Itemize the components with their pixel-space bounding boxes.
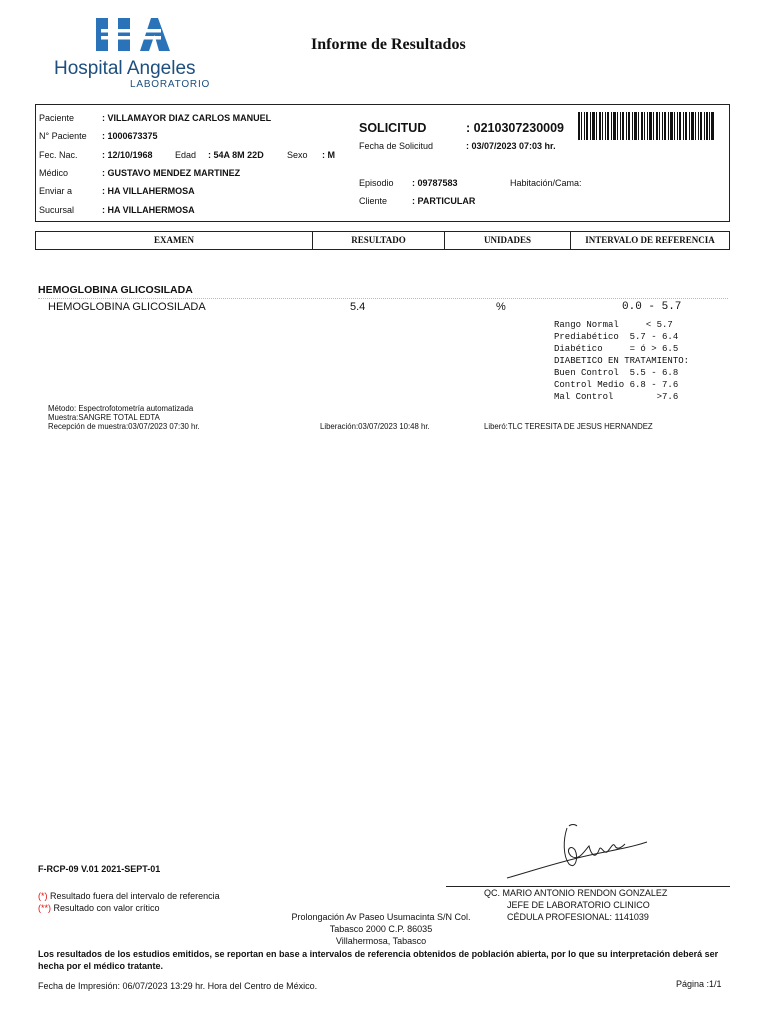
signer-title: JEFE DE LABORATORIO CLINICO bbox=[507, 900, 650, 910]
reference-line: Mal Control >7.6 bbox=[554, 392, 679, 402]
signer-name: QC. MARIO ANTONIO RENDON GONZALEZ bbox=[484, 888, 668, 898]
sex-label: Sexo bbox=[287, 150, 308, 160]
reference-line: Diabético = ó > 6.5 bbox=[554, 344, 679, 354]
legend-mark: (**) bbox=[38, 903, 51, 913]
patient-number-value: : 1000673375 bbox=[102, 131, 158, 141]
print-date: Fecha de Impresión: 06/07/2023 13:29 hr. Hora del Centro de México. bbox=[38, 981, 318, 991]
column-header-reference: INTERVALO DE REFERENCIA bbox=[585, 235, 715, 245]
test-section-title: HEMOGLOBINA GLICOSILADA bbox=[38, 284, 193, 296]
hospital-angeles-logo-icon bbox=[96, 16, 170, 56]
patient-label: Paciente bbox=[39, 113, 75, 123]
legend-out-of-range bbox=[38, 891, 220, 901]
address-line-2: Tabasco 2000 C.P. 86035 bbox=[329, 924, 433, 934]
page-number: Página :1/1 bbox=[676, 979, 722, 989]
branch-label: Sucursal bbox=[39, 205, 75, 215]
patient-number-label: N° Paciente bbox=[39, 131, 87, 141]
sample-text: Muestra:SANGRE TOTAL EDTA bbox=[48, 413, 160, 422]
disclaimer: Los resultados de los estudios emitidos, se reportan en base a intervalos de referencia obtenidos de población abierta, por lo que su interpretación deberá ser hecha por el médico tratante. bbox=[38, 949, 719, 971]
results-table-header bbox=[35, 231, 730, 250]
request-label: SOLICITUD bbox=[359, 121, 427, 135]
client-value: : PARTICULAR bbox=[412, 196, 476, 206]
column-header-units: UNIDADES bbox=[483, 235, 531, 245]
address-line-3: Villahermosa, Tabasco bbox=[335, 936, 427, 946]
request-value: : 0210307230009 bbox=[466, 121, 565, 135]
sex-value: : M bbox=[322, 150, 335, 160]
patient-value: : VILLAMAYOR DIAZ CARLOS MANUEL bbox=[102, 113, 272, 123]
reference-line: Buen Control 5.5 - 6.8 bbox=[554, 368, 679, 378]
age-value: : 54A 8M 22D bbox=[208, 150, 264, 160]
released-by-text: Liberó:TLC TERESITA DE JESUS HERNANDEZ bbox=[484, 422, 653, 431]
send-to-label: Enviar a bbox=[39, 186, 73, 196]
signature-line bbox=[446, 886, 730, 887]
branch-value: : HA VILLAHERMOSA bbox=[102, 205, 195, 215]
age-label: Edad bbox=[175, 150, 197, 160]
release-time-text: Liberación:03/07/2023 10:48 hr. bbox=[320, 422, 430, 431]
episode-label: Episodio bbox=[359, 178, 394, 188]
method-text: Método: Espectrofotometría automatizada bbox=[48, 404, 194, 413]
episode-value: : 09787583 bbox=[412, 178, 458, 188]
legend-mark: (*) bbox=[38, 891, 48, 901]
client-label: Cliente bbox=[359, 196, 388, 206]
doctor-value: : GUSTAVO MENDEZ MARTINEZ bbox=[102, 168, 241, 178]
reference-line: Prediabético 5.7 - 6.4 bbox=[554, 332, 679, 342]
document-title: Informe de Resultados bbox=[311, 36, 466, 53]
room-label: Habitación/Cama: bbox=[510, 178, 582, 188]
legend-text: Resultado con valor crítico bbox=[51, 903, 160, 913]
reference-line: Rango Normal < 5.7 bbox=[554, 320, 673, 330]
reception-text: Recepción de muestra:03/07/2023 07:30 hr. bbox=[48, 422, 200, 431]
birthdate-value: : 12/10/1968 bbox=[102, 150, 153, 160]
form-code: F-RCP-09 V.01 2021-SEPT-01 bbox=[38, 864, 161, 874]
row-divider bbox=[38, 298, 728, 299]
signature-icon bbox=[505, 820, 655, 884]
logo-name: Hospital Angeles bbox=[54, 58, 196, 79]
column-header-exam: EXAMEN bbox=[154, 235, 194, 245]
column-header-result: RESULTADO bbox=[351, 235, 406, 245]
request-date-label: Fecha de Solicitud bbox=[359, 141, 434, 151]
request-date-value: : 03/07/2023 07:03 hr. bbox=[466, 141, 556, 151]
signer-license: CÉDULA PROFESIONAL: 1141039 bbox=[507, 912, 649, 922]
address-line-1: Prolongación Av Paseo Usumacinta S/N Col. bbox=[291, 912, 471, 922]
test-reference-range: 0.0 - 5.7 bbox=[622, 301, 682, 313]
doctor-label: Médico bbox=[39, 168, 69, 178]
logo-subtitle: LABORATORIO bbox=[130, 79, 211, 90]
test-name: HEMOGLOBINA GLICOSILADA bbox=[48, 301, 206, 313]
birthdate-label: Fec. Nac. bbox=[39, 150, 78, 160]
reference-line: DIABETICO EN TRATAMIENTO: bbox=[554, 356, 690, 366]
legend-critical bbox=[38, 903, 160, 913]
legend-text: Resultado fuera del intervalo de referencia bbox=[47, 891, 220, 901]
test-unit: % bbox=[496, 301, 506, 313]
send-to-value: : HA VILLAHERMOSA bbox=[102, 186, 195, 196]
barcode-icon bbox=[578, 112, 714, 140]
test-result-value: 5.4 bbox=[350, 301, 366, 313]
reference-line: Control Medio 6.8 - 7.6 bbox=[554, 380, 679, 390]
reference-table bbox=[554, 319, 689, 403]
